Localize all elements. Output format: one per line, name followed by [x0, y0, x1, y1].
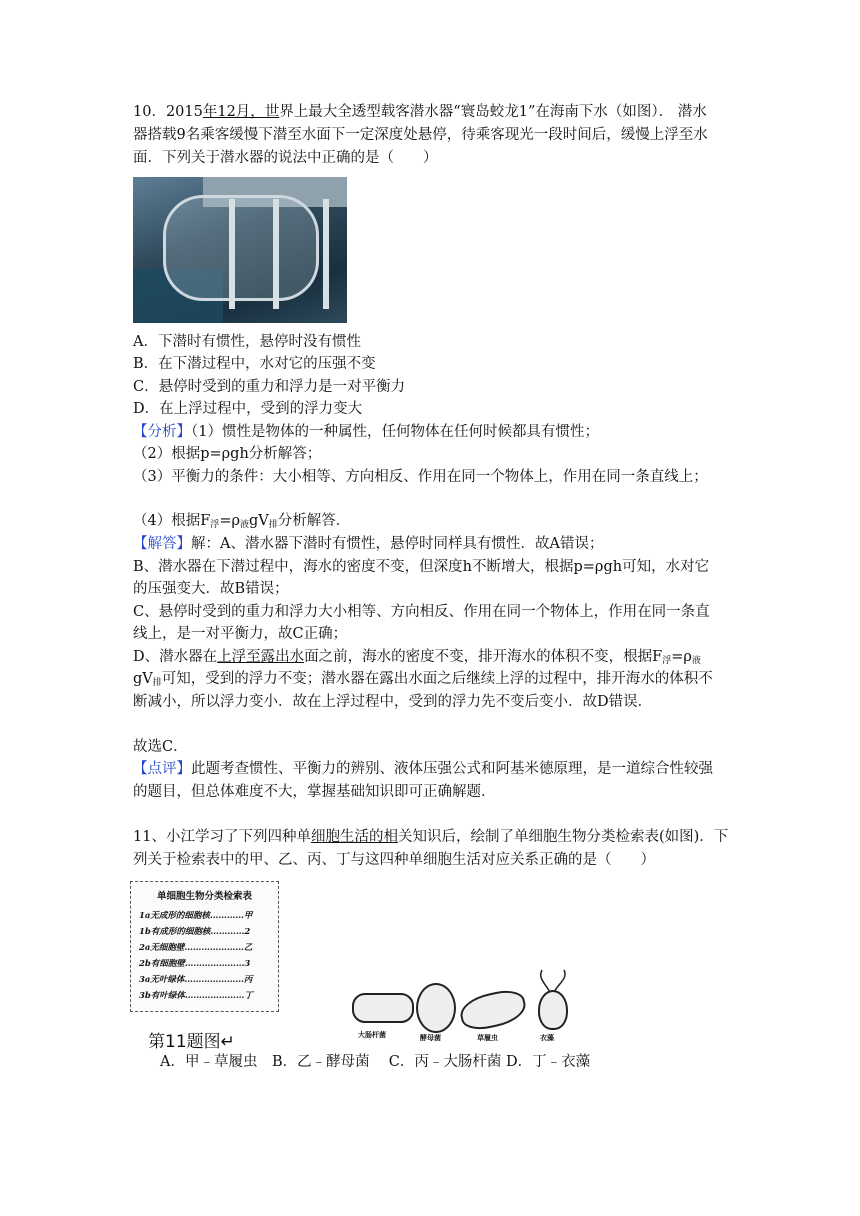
- comment-tag: 【点评】: [133, 761, 191, 777]
- table-title: 单细胞生物分类检索表: [156, 891, 252, 902]
- q10-choice: 故选C．: [133, 739, 188, 755]
- cell-caption: 衣藻: [540, 1033, 554, 1042]
- yeast-drawing: [416, 983, 456, 1033]
- q11-options: A．甲﹣草履虫 B．乙﹣酵母菌 C．丙﹣大肠杆菌 D．丁﹣衣藻: [160, 1054, 591, 1070]
- solution-tag: 【解答】: [133, 536, 191, 552]
- q10-analysis-3: （3）平衡力的条件：大小相等、方向相反、作用在同一个物体上，作用在同一条直线上；: [133, 469, 708, 485]
- q10-analysis-1: 【分析】（1）惯性是物体的一种属性，任何物体在任何时候都具有惯性；: [133, 424, 599, 440]
- q10-stem-line3: 面．下列关于潜水器的说法中正确的是（ ）: [133, 150, 438, 166]
- analysis-tag: 【分析】: [133, 424, 191, 440]
- q10-solution-7: $gV_排$可知，受到的浮力不变；潜水器在露出水面之后继续上浮的过程中，排开海水的体积不: [133, 671, 713, 688]
- q10-solution-5: 线上，是一对平衡力，故C正确；: [133, 626, 348, 642]
- table-row: 3a无叶绿体…………………丙: [139, 975, 253, 985]
- table-row: 3b有叶绿体…………………丁: [139, 991, 253, 1001]
- q10-solution-2: B、潜水器在下潜过程中，海水的密度不变，但深度h不断增大，根据p=ρgh可知，水对它: [133, 559, 710, 575]
- q10-solution-8: 断减小，所以浮力变小．故在上浮过程中，受到的浮力先不变后变小．故D错误．: [133, 694, 653, 710]
- chlamydomonas-drawing: [538, 990, 568, 1030]
- q10-analysis-2: （2）根据p=ρgh分析解答；: [133, 446, 322, 462]
- q10-option-c: C．悬停时受到的重力和浮力是一对平衡力: [133, 379, 406, 395]
- figure-label: 第11题图↵: [148, 1032, 235, 1052]
- q10-solution-1: 【解答】解：A、潜水器下潜时有惯性，悬停时同样具有惯性．故A错误；: [133, 536, 604, 552]
- q10-option-d: D．在上浮过程中，受到的浮力变大: [133, 401, 363, 417]
- q10-option-b: B．在下潜过程中，水对它的压强不变: [133, 356, 376, 372]
- q10-underlined-date: 年12月，世: [202, 104, 280, 120]
- submarine-photo: [133, 177, 347, 323]
- q10-comment-2: 的题目，但总体难度不大，掌握基础知识即可正确解题．: [133, 784, 496, 800]
- table-row: 1a无成形的细胞核…………甲: [139, 911, 253, 921]
- q10-solution-3: 的压强变大．故B错误；: [133, 581, 289, 597]
- q10-stem-line1: 10．2015年12月，世界上最大全透型载客潜水器“寰岛蛟龙1”在海南下水（如图）． 潜水: [133, 104, 707, 120]
- cell-caption: 酵母菌: [420, 1033, 441, 1042]
- q11-stem-line1: 11、小江学习了下列四种单细胞生活的相关知识后，绘制了单细胞生物分类检索表(如图)．下: [133, 829, 729, 845]
- table-row: 1b有成形的细胞核…………2: [139, 927, 251, 937]
- cell-caption: 草履虫: [477, 1033, 498, 1042]
- classification-key-table: [130, 881, 279, 1012]
- cell-caption: 大肠杆菌: [358, 1030, 386, 1039]
- flagella-icon: [536, 968, 572, 994]
- q11-stem-line2: 列关于检索表中的甲、乙、丙、丁与这四种单细胞生活对应关系正确的是（ ）: [133, 852, 655, 868]
- q10-analysis-4: （4）根据$F_浮=\rho_液gV_排$分析解答．: [133, 513, 351, 530]
- q10-option-a: A．下潜时有惯性，悬停时没有惯性: [133, 334, 361, 350]
- q10-solution-6: D、潜水器在上浮至露出水面之前，海水的密度不变，排开海水的体积不变，根据$F_浮=\rho_液$: [133, 649, 701, 666]
- table-row: 2b有细胞壁…………………3: [139, 959, 251, 969]
- paramecium-drawing: [457, 987, 529, 1034]
- e-coli-drawing: [352, 993, 414, 1023]
- table-row: 2a无细胞壁…………………乙: [139, 943, 253, 953]
- q10-comment-1: 【点评】此题考查惯性、平衡力的辨别、液体压强公式和阿基米德原理，是一道综合性较强: [133, 761, 713, 777]
- q10-solution-4: C、悬停时受到的重力和浮力大小相等、方向相反、作用在同一个物体上，作用在同一条直: [133, 604, 710, 620]
- q10-stem-line2: 器搭载9名乘客缓慢下潜至水面下一定深度处悬停，待乘客现光一段时间后，缓慢上浮至水: [133, 127, 708, 143]
